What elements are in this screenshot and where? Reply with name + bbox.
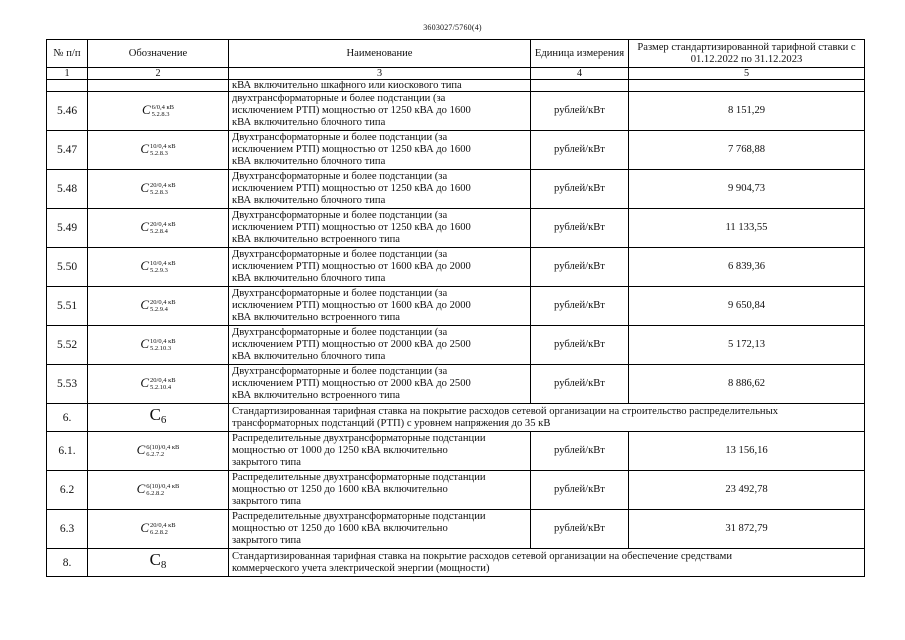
symbol-letter: C — [140, 257, 150, 273]
row-number: 5.52 — [47, 326, 88, 365]
row-number: 5.46 — [47, 92, 88, 131]
name-line: мощностью от 1250 до 1600 кВА включительно — [232, 523, 448, 534]
name-cell — [229, 170, 531, 209]
name-line: исключением РТП) мощностью от 1250 кВА до 1600 — [232, 183, 471, 194]
section-title — [229, 549, 865, 577]
column-number: 3 — [229, 68, 531, 80]
row-number: 5.48 — [47, 170, 88, 209]
unit-cell: рублей/кВт — [531, 326, 629, 365]
table-header-row — [47, 40, 865, 68]
tariff-symbol — [136, 480, 180, 498]
name-line: Двухтрансформаторные и более подстанции (за — [232, 171, 448, 182]
section-title — [229, 404, 865, 432]
rate-value: 11 133,55 — [629, 209, 865, 248]
rate-value: 7 768,88 — [629, 131, 865, 170]
name-line: Двухтрансформаторные и более подстанции (за — [232, 132, 448, 143]
tariff-symbol — [140, 218, 176, 236]
section-number: 6. — [47, 404, 88, 432]
designation-cell — [88, 365, 229, 404]
unit-cell: рублей/кВт — [531, 209, 629, 248]
rate-value: 9 650,84 — [629, 287, 865, 326]
row-number: 5.50 — [47, 248, 88, 287]
symbol-letter: C — [136, 441, 146, 457]
row-number: 5.51 — [47, 287, 88, 326]
name-line: кВА включительно встроенного типа — [232, 390, 401, 401]
name-line: Двухтрансформаторные и более подстанции (за — [232, 327, 448, 338]
name-line: мощностью от 1000 до 1250 кВА включительно — [232, 445, 448, 456]
designation-cell — [88, 432, 229, 471]
tariff-symbol — [140, 257, 176, 275]
tariff-symbol — [142, 101, 174, 119]
symbol-letter: C — [140, 519, 150, 535]
table-row — [47, 92, 865, 131]
header-designation: Обозначение — [88, 40, 229, 68]
designation-cell — [88, 510, 229, 549]
name-cell — [229, 131, 531, 170]
unit-cell: рублей/кВт — [531, 170, 629, 209]
designation-cell — [88, 248, 229, 287]
symbol-subscript: 5.2.10.4 — [150, 384, 172, 392]
tariff-symbol — [140, 374, 176, 392]
symbol-subscript: 5.2.8.3 — [150, 150, 168, 158]
symbol-letter: C — [140, 179, 150, 195]
tariff-symbol — [140, 140, 176, 158]
symbol-subscript: 5.2.8.4 — [150, 228, 168, 236]
table-row — [47, 471, 865, 510]
row-number: 6.1. — [47, 432, 88, 471]
symbol-letter: C — [136, 480, 146, 496]
name-cell — [229, 432, 531, 471]
name-cell — [229, 510, 531, 549]
column-number: 5 — [629, 68, 865, 80]
symbol-subscript: 6.2.7.2 — [146, 451, 165, 459]
unit-cell: рублей/кВт — [531, 92, 629, 131]
name-line: исключением РТП) мощностью от 2000 кВА до 2500 — [232, 339, 471, 350]
name-cell — [229, 209, 531, 248]
header-name: Наименование — [229, 40, 531, 68]
table-row — [47, 365, 865, 404]
name-line: Двухтрансформаторные и более подстанции (за — [232, 249, 448, 260]
symbol-superscript: 10/0,4 кВ — [150, 143, 176, 151]
symbol-superscript: 6(10)/0,4 кВ — [146, 483, 180, 491]
unit-cell: рублей/кВт — [531, 131, 629, 170]
name-line: исключением РТП) мощностью от 1250 кВА до 1600 — [232, 144, 471, 155]
rate-value: 9 904,73 — [629, 170, 865, 209]
name-cell — [229, 248, 531, 287]
rate-value: 5 172,13 — [629, 326, 865, 365]
designation-cell — [88, 92, 229, 131]
designation-cell — [88, 131, 229, 170]
symbol-subscript: 5.2.8.3 — [150, 189, 168, 197]
section-symbol: $С_6$ — [149, 405, 167, 426]
unit-cell: рублей/кВт — [531, 365, 629, 404]
name-line: Распределительные двухтрансформаторные подстанции — [232, 511, 486, 522]
tariff-symbol — [136, 441, 180, 459]
section-symbol-cell — [88, 549, 229, 577]
name-line: исключением РТП) мощностью от 1600 кВА до 2000 — [232, 300, 471, 311]
designation-cell — [88, 209, 229, 248]
symbol-superscript: 20/0,4 кВ — [150, 377, 176, 385]
name-line: кВА включительно блочного типа — [232, 156, 386, 167]
tariff-symbol — [140, 179, 176, 197]
table-row — [47, 131, 865, 170]
name-line: Двухтрансформаторные и более подстанции (за — [232, 210, 448, 221]
symbol-superscript: 6(10)/0,4 кВ — [146, 444, 180, 452]
symbol-letter: C — [140, 218, 150, 234]
name-line: исключением РТП) мощностью от 1600 кВА до 2000 — [232, 261, 471, 272]
name-line: исключением РТП) мощностью от 1250 кВА до 1600 — [232, 222, 471, 233]
unit-cell: рублей/кВт — [531, 471, 629, 510]
name-line: закрытого типа — [232, 535, 301, 546]
name-line: Распределительные двухтрансформаторные подстанции — [232, 433, 486, 444]
symbol-subscript: 6.2.8.2 — [150, 529, 168, 537]
rate-value: 6 839,36 — [629, 248, 865, 287]
tariff-table — [46, 39, 865, 577]
name-cell — [229, 326, 531, 365]
section-symbol-cell — [88, 404, 229, 432]
designation-cell — [88, 287, 229, 326]
name-line: кВА включительно встроенного типа — [232, 312, 401, 323]
row-number: 5.53 — [47, 365, 88, 404]
header-num: № п/п — [47, 40, 88, 68]
row-number: 5.47 — [47, 131, 88, 170]
name-line: кВА включительно блочного типа — [232, 351, 386, 362]
section-symbol: $С_8$ — [149, 550, 167, 571]
name-line: кВА включительно блочного типа — [232, 195, 386, 206]
designation-cell — [88, 471, 229, 510]
table-row — [47, 248, 865, 287]
continuation-row — [47, 80, 865, 92]
rate-value: 13 156,16 — [629, 432, 865, 471]
name-cell — [229, 287, 531, 326]
table-row — [47, 432, 865, 471]
tariff-symbol — [140, 519, 176, 537]
name-line: кВА включительно блочного типа — [232, 117, 386, 128]
continuation-text: кВА включительно шкафного или киоскового типа — [229, 80, 531, 92]
document-id: 3603027/5760(4) — [423, 23, 482, 32]
rate-value: 8 886,62 — [629, 365, 865, 404]
section-title-line: коммерческого учета электрической энергии (мощности) — [232, 562, 490, 574]
name-line: исключением РТП) мощностью от 2000 кВА до 2500 — [232, 378, 471, 389]
symbol-letter: C — [142, 101, 151, 117]
symbol-superscript: 6/0,4 кВ — [151, 104, 174, 112]
table-row — [47, 510, 865, 549]
section-number: 8. — [47, 549, 88, 577]
row-number: 6.3 — [47, 510, 88, 549]
symbol-subscript: 5.2.10.3 — [150, 345, 172, 353]
tariff-symbol — [140, 296, 176, 314]
symbol-superscript: 20/0,4 кВ — [150, 221, 176, 229]
section-title-line: трансформаторных подстанций (РТП) с уровнем напряжения до 35 кВ — [232, 417, 551, 429]
section-title-line: Стандартизированная тарифная ставка на покрытие расходов сетевой организации на обеспечение средствами — [232, 550, 733, 562]
name-cell — [229, 92, 531, 131]
symbol-superscript: 20/0,4 кВ — [150, 522, 176, 530]
column-number: 1 — [47, 68, 88, 80]
symbol-letter: C — [140, 335, 150, 351]
designation-cell — [88, 170, 229, 209]
name-line: закрытого типа — [232, 496, 301, 507]
symbol-subscript: 6.2.8.2 — [146, 490, 165, 498]
name-line: закрытого типа — [232, 457, 301, 468]
name-line: кВА включительно блочного типа — [232, 273, 386, 284]
section-row — [47, 549, 865, 577]
symbol-superscript: 10/0,4 кВ — [150, 260, 176, 268]
designation-cell — [88, 326, 229, 365]
name-line: Двухтрансформаторные и более подстанции (за — [232, 366, 448, 377]
name-line: исключением РТП) мощностью от 1250 кВА до 1600 — [232, 105, 471, 116]
table-row — [47, 170, 865, 209]
name-line: двухтрансформаторные и более подстанции (за — [232, 93, 446, 104]
table-row — [47, 326, 865, 365]
symbol-subscript: 5.2.8.3 — [151, 111, 170, 119]
symbol-superscript: 20/0,4 кВ — [150, 299, 176, 307]
section-title-line: Стандартизированная тарифная ставка на покрытие расходов сетевой организации на строительство распределительных — [232, 405, 778, 417]
symbol-superscript: 10/0,4 кВ — [150, 338, 176, 346]
table-row — [47, 209, 865, 248]
header-rate: Размер стандартизированной тарифной ставки с 01.12.2022 по 31.12.2023 — [629, 40, 865, 68]
rate-value: 23 492,78 — [629, 471, 865, 510]
tariff-symbol — [140, 335, 176, 353]
symbol-superscript: 20/0,4 кВ — [150, 182, 176, 190]
row-number: 6.2 — [47, 471, 88, 510]
name-line: Двухтрансформаторные и более подстанции (за — [232, 288, 448, 299]
unit-cell: рублей/кВт — [531, 432, 629, 471]
name-line: мощностью от 1250 до 1600 кВА включительно — [232, 484, 448, 495]
column-number: 4 — [531, 68, 629, 80]
unit-cell: рублей/кВт — [531, 248, 629, 287]
rate-value: 31 872,79 — [629, 510, 865, 549]
column-number: 2 — [88, 68, 229, 80]
rate-value: 8 151,29 — [629, 92, 865, 131]
symbol-letter: C — [140, 140, 150, 156]
header-unit: Единица измерения — [531, 40, 629, 68]
name-cell — [229, 365, 531, 404]
row-number: 5.49 — [47, 209, 88, 248]
table-row — [47, 287, 865, 326]
symbol-subscript: 5.2.9.4 — [150, 306, 168, 314]
section-row — [47, 404, 865, 432]
symbol-letter: C — [140, 296, 150, 312]
unit-cell: рублей/кВт — [531, 287, 629, 326]
symbol-letter: C — [140, 374, 150, 390]
column-numbers-row — [47, 68, 865, 80]
unit-cell: рублей/кВт — [531, 510, 629, 549]
name-cell — [229, 471, 531, 510]
name-line: Распределительные двухтрансформаторные подстанции — [232, 472, 486, 483]
symbol-subscript: 5.2.9.3 — [150, 267, 168, 275]
name-line: кВА включительно встроенного типа — [232, 234, 401, 245]
